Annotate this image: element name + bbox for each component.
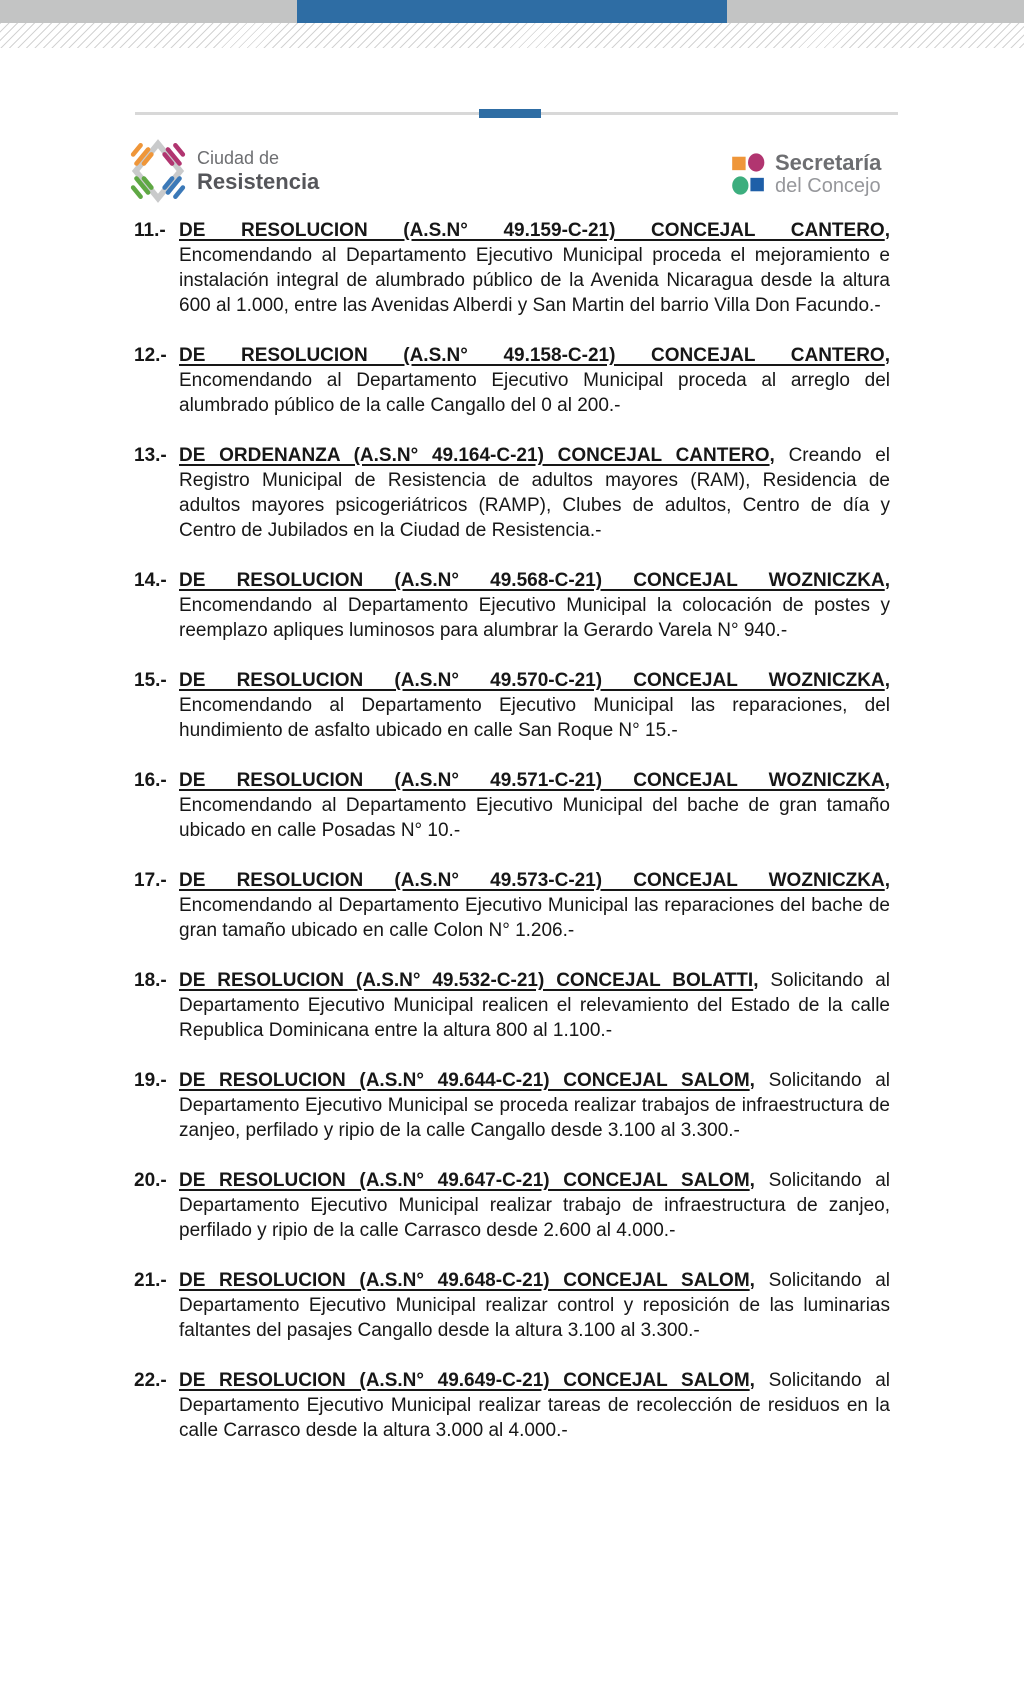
item-title: DE RESOLUCION (A.S.N° 49.573-C-21) CONCEJAL WOZNICZKA, [179, 870, 890, 891]
item-title: DE RESOLUCION (A.S.N° 49.570-C-21) CONCEJAL WOZNICZKA, [179, 670, 890, 691]
item-text [179, 568, 890, 643]
list-item [134, 1268, 890, 1343]
item-text [179, 968, 890, 1043]
item-number: 15.- [134, 670, 167, 691]
item-body: Encomendando al Departamento Ejecutivo Municipal del bache de gran tamaño ubicado en calle Posadas N° 10.- [179, 795, 890, 841]
list-item [134, 1168, 890, 1243]
item-number: 17.- [134, 870, 167, 891]
item-number: 16.- [134, 770, 167, 791]
list-item [134, 218, 890, 318]
city-logo-line1: Ciudad de [197, 148, 280, 168]
item-body: Creando el Registro Municipal de Resistencia de adultos mayores (RAM), Residencia de adultos mayores psicogeriátricos (RAMP), Clubes de adultos, Centro de día y Centro de Jubilados en la Ciudad de Resistencia.- [179, 445, 891, 541]
city-logo-line2: Resistencia [197, 169, 320, 194]
concejo-shapes-icon [731, 150, 766, 198]
agenda-list [134, 218, 890, 1468]
item-title: DE RESOLUCION (A.S.N° 49.644-C-21) CONCEJAL SALOM, [179, 1070, 755, 1091]
header-divider [135, 112, 898, 115]
item-body: Encomendando al Departamento Ejecutivo Municipal las reparaciones, del hundimiento de asfalto ubicado en calle San Roque N° 15.- [179, 695, 890, 741]
item-text [179, 668, 890, 743]
item-text [179, 768, 890, 843]
list-item [134, 1068, 890, 1143]
item-title: DE ORDENANZA (A.S.N° 49.164-C-21) CONCEJAL CANTERO, [179, 445, 775, 466]
item-body: Solicitando al Departamento Ejecutivo Municipal realizar tareas de recolección de residuos en la calle Carrasco desde la altura 3.000 al 4.000.- [179, 1370, 891, 1441]
top-blue-bar [297, 0, 727, 23]
resistencia-diamond-icon [129, 136, 187, 206]
item-text [179, 868, 890, 943]
item-title: DE RESOLUCION (A.S.N° 49.571-C-21) CONCEJAL WOZNICZKA, [179, 770, 890, 791]
list-item [134, 768, 890, 843]
item-text [179, 1268, 890, 1343]
item-title: DE RESOLUCION (A.S.N° 49.532-C-21) CONCEJAL BOLATTI, [179, 970, 759, 991]
item-body: Solicitando al Departamento Ejecutivo Municipal realizar control y reposición de las luminarias faltantes del pasajes Cangallo desde la altura 3.100 al 3.300.- [179, 1270, 891, 1341]
list-item [134, 868, 890, 943]
item-body: Encomendando al Departamento Ejecutivo Municipal proceda el mejoramiento e instalación integral de alumbrado público de la Avenida Nicaragua desde la altura 600 al 1.000, entre las Avenidas Alberdi y San Martin del barrio Villa Don Facundo.- [179, 245, 890, 316]
item-text [179, 1368, 890, 1443]
council-logo [731, 150, 881, 198]
item-body: Solicitando al Departamento Ejecutivo Municipal realizar trabajo de infraestructura de zanjeo, perfilado y ripio de la calle Carrasco desde 2.600 al 4.000.- [179, 1170, 891, 1241]
item-text [179, 1068, 890, 1143]
top-gray-bar [0, 0, 1024, 23]
item-text [179, 1168, 890, 1243]
item-number: 22.- [134, 1370, 167, 1391]
list-item [134, 443, 890, 543]
hatch-strip [0, 23, 1024, 48]
item-body: Encomendando al Departamento Ejecutivo Municipal la colocación de postes y reemplazo apliques luminosos para alumbrar la Gerardo Varela N° 940.- [179, 595, 890, 641]
item-title: DE RESOLUCION (A.S.N° 49.158-C-21) CONCEJAL CANTERO, [179, 345, 890, 366]
item-title: DE RESOLUCION (A.S.N° 49.568-C-21) CONCEJAL WOZNICZKA, [179, 570, 890, 591]
item-number: 14.- [134, 570, 167, 591]
item-body: Encomendando al Departamento Ejecutivo Municipal proceda al arreglo del alumbrado público de la calle Cangallo del 0 al 200.- [179, 370, 890, 416]
list-item [134, 1368, 890, 1443]
item-text [179, 343, 890, 418]
council-logo-text [775, 151, 881, 198]
list-item [134, 968, 890, 1043]
council-logo-line2: del Concejo [775, 174, 881, 197]
item-body: Encomendando al Departamento Ejecutivo Municipal las reparaciones del bache de gran tamaño ubicado en calle Colon N° 1.206.- [179, 895, 890, 941]
item-number: 11.- [134, 220, 166, 241]
header-divider-accent [479, 109, 541, 118]
item-number: 13.- [134, 445, 167, 466]
item-number: 12.- [134, 345, 167, 366]
list-item [134, 343, 890, 418]
city-logo-text [197, 148, 319, 194]
council-logo-line1: Secretaría [775, 149, 882, 175]
item-text [179, 218, 890, 318]
item-body: Solicitando al Departamento Ejecutivo Municipal se proceda realizar trabajos de infraestructura de zanjeo, perfilado y ripio de la calle Cangallo desde 3.100 al 3.300.- [179, 1070, 891, 1141]
item-text [179, 443, 890, 543]
item-number: 20.- [134, 1170, 167, 1191]
item-number: 18.- [134, 970, 167, 991]
list-item [134, 668, 890, 743]
item-title: DE RESOLUCION (A.S.N° 49.649-C-21) CONCEJAL SALOM, [179, 1370, 755, 1391]
item-body: Solicitando al Departamento Ejecutivo Municipal realicen el relevamiento del Estado de la calle Republica Dominicana entre la altura 800 al 1.100.- [179, 970, 891, 1041]
item-title: DE RESOLUCION (A.S.N° 49.647-C-21) CONCEJAL SALOM, [179, 1170, 755, 1191]
item-number: 21.- [134, 1270, 167, 1291]
item-title: DE RESOLUCION (A.S.N° 49.159-C-21) CONCEJAL CANTERO, [179, 220, 890, 241]
item-number: 19.- [134, 1070, 167, 1091]
city-logo [129, 136, 319, 206]
item-title: DE RESOLUCION (A.S.N° 49.648-C-21) CONCEJAL SALOM, [179, 1270, 755, 1291]
list-item [134, 568, 890, 643]
